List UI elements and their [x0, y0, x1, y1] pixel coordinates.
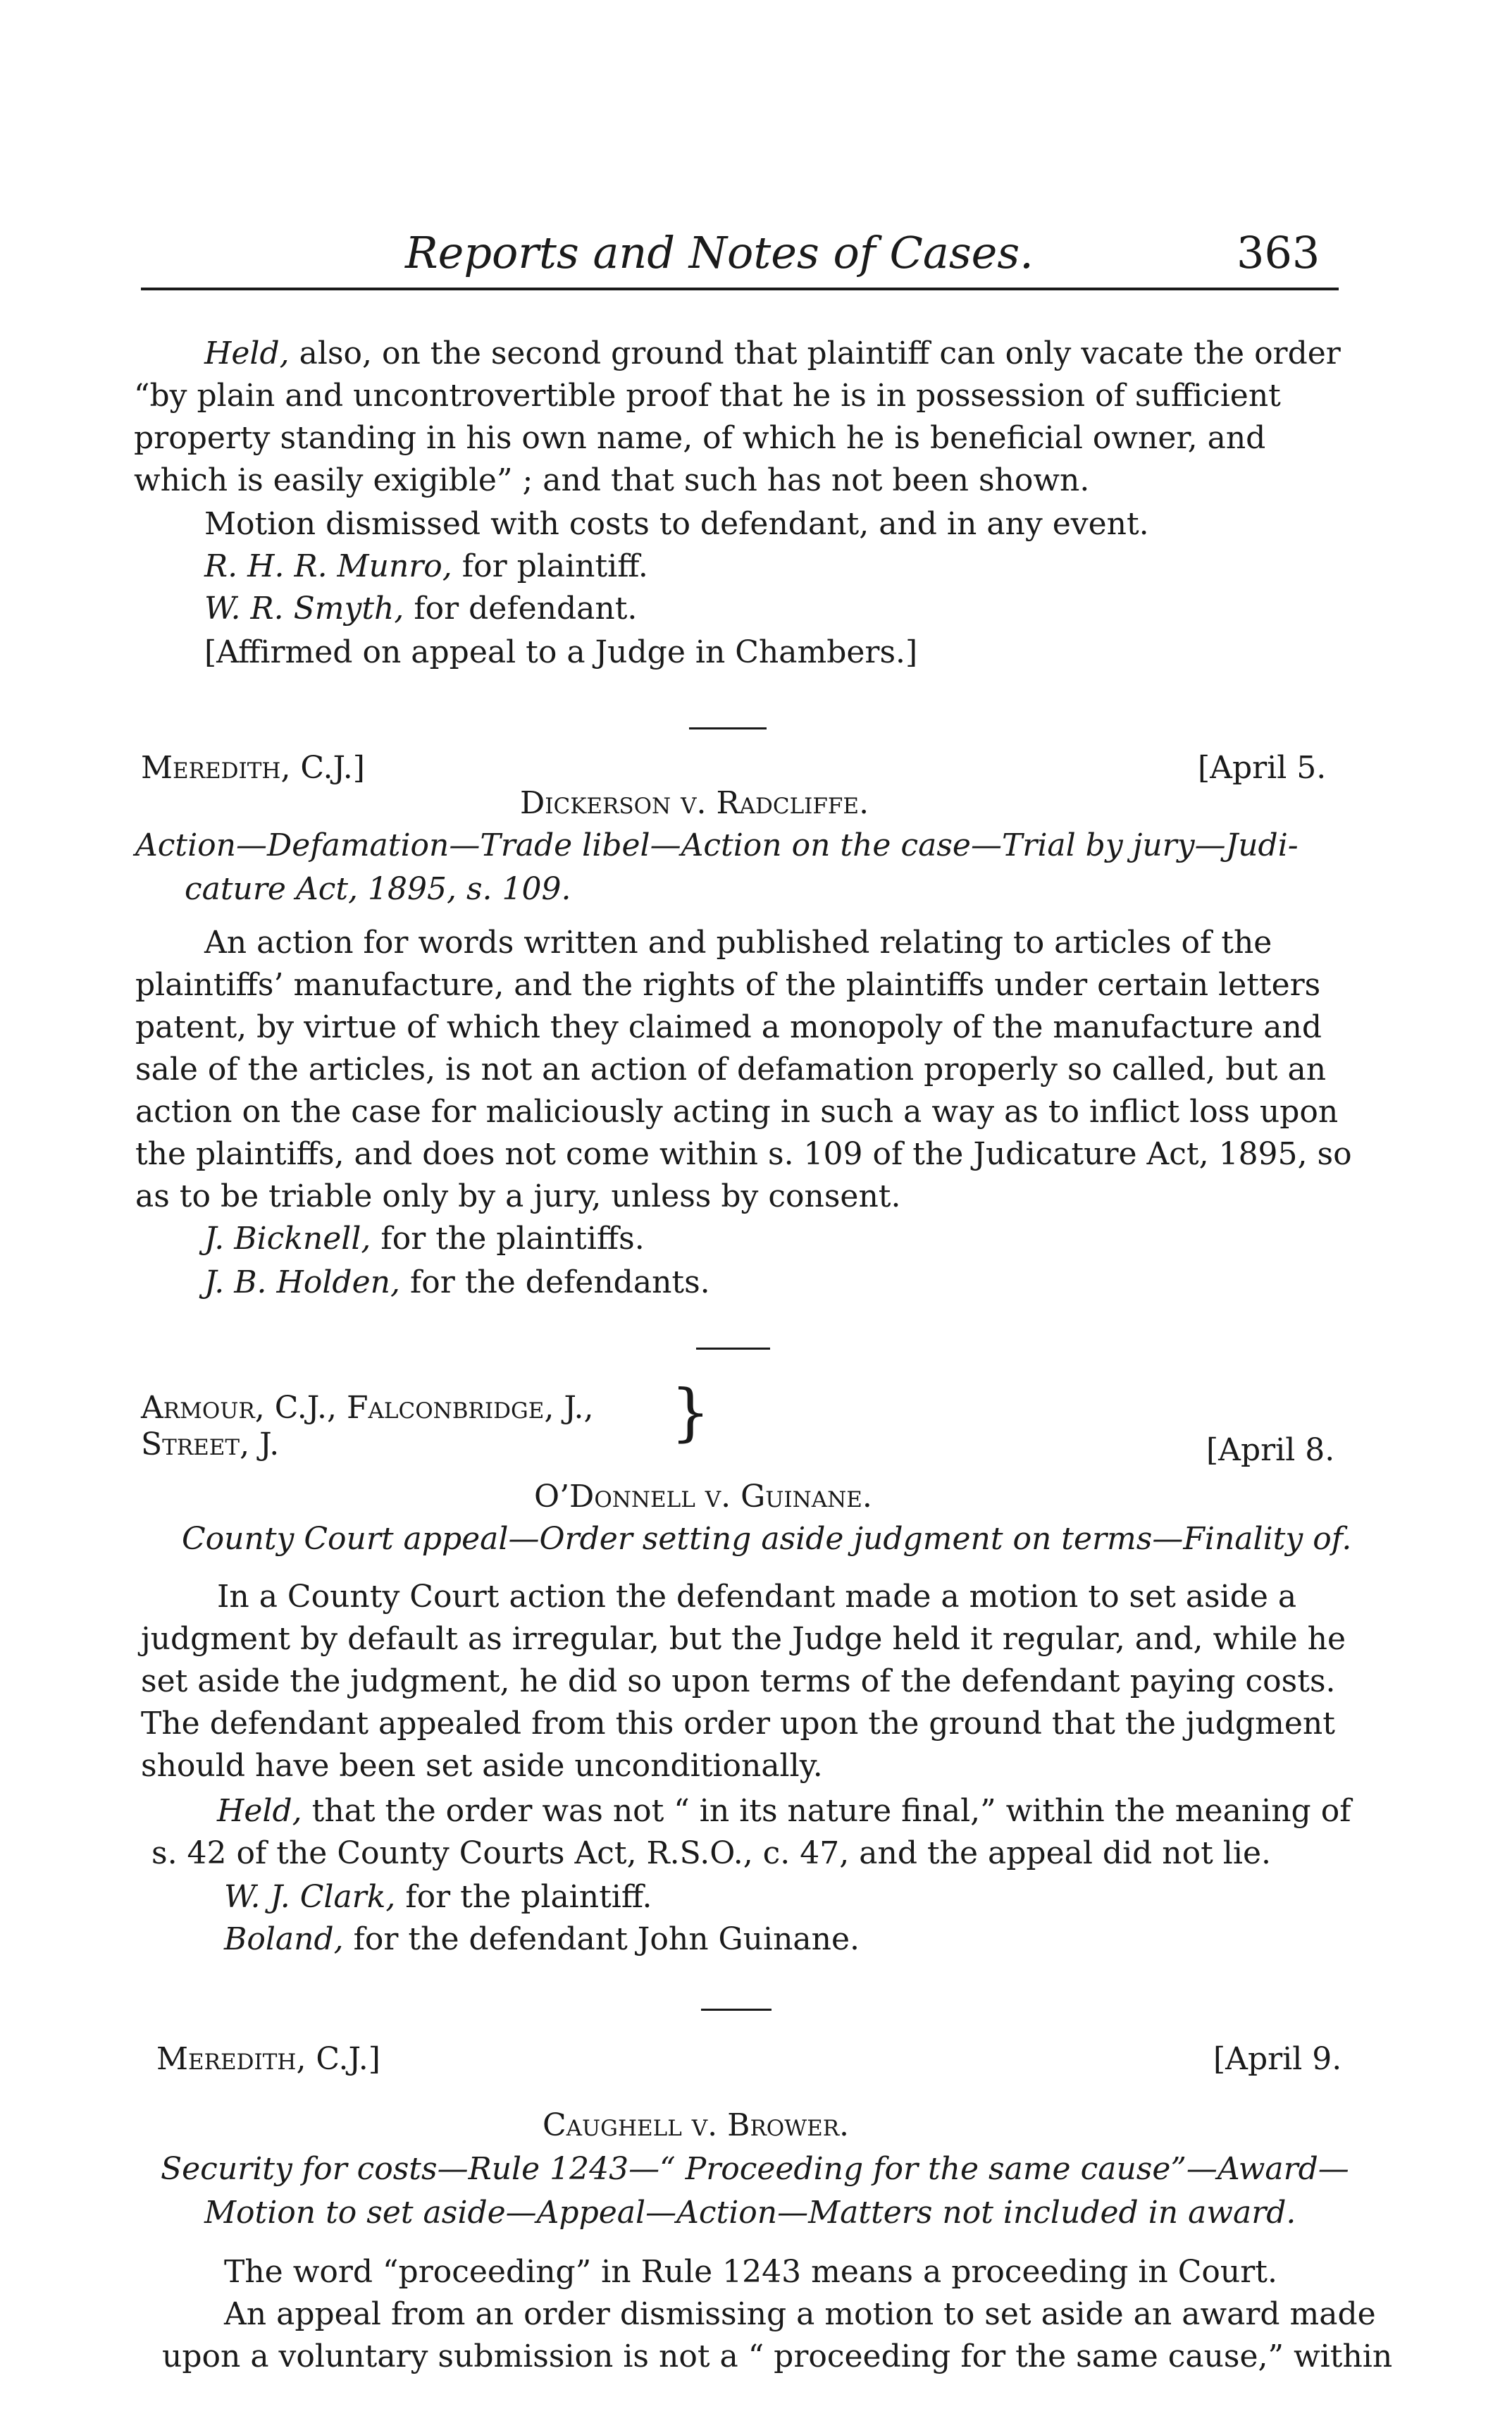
body-line: judgment by default as irregular, but the Judge held it regular, and, while he	[141, 1621, 1346, 1657]
counsel-role: for the defendant John Guinane.	[353, 1921, 860, 1957]
case-date: [April 8.	[1206, 1432, 1335, 1468]
held-label: Held,	[217, 1793, 302, 1829]
counsel-line	[204, 588, 637, 630]
running-header-title: Reports and Notes of Cases.	[405, 227, 1034, 278]
body-line: upon a voluntary submission is not a “ proceeding for the same cause,” within	[162, 2338, 1393, 2374]
body-line: An action for words written and published relating to articles of the	[204, 925, 1272, 961]
held-paragraph-line-3: property standing in his own name, of which he is beneficial owner, and	[134, 420, 1266, 456]
body-line: set aside the judgment, he did so upon terms of the defendant paying costs.	[141, 1663, 1336, 1699]
held-line-2: s. 42 of the County Courts Act, R.S.O., c. 47, and the appeal did not lie.	[151, 1835, 1271, 1871]
body-line: action on the case for maliciously acting in such a way as to inflict loss upon	[135, 1094, 1339, 1130]
held-paragraph-line-2: “by plain and uncontrovertible proof that he is in possession of sufficient	[134, 378, 1281, 414]
headnote-line-1: Action—Defamation—Trade libel—Action on the case—Trial by jury—Judi-	[135, 827, 1299, 863]
body-line: patent, by virtue of which they claimed a monopoly of the manufacture and	[135, 1009, 1322, 1045]
held-label: Held,	[204, 335, 290, 371]
held-paragraph-line-1	[204, 333, 1341, 375]
held-text: that the order was not “ in its nature final,” within the meaning of	[311, 1793, 1351, 1829]
held-text: also, on the second ground that plaintiff can only vacate the order	[299, 335, 1341, 371]
counsel-line	[204, 1218, 645, 1260]
case-date: [April 5.	[1198, 750, 1327, 786]
case-date: [April 9.	[1213, 2041, 1342, 2077]
body-line: the plaintiffs, and does not come within s. 109 of the Judicature Act, 1895, so	[135, 1136, 1352, 1172]
body-line: The defendant appealed from this order upon the ground that the judgment	[141, 1706, 1335, 1742]
case-title: Caughell v. Brower.	[543, 2107, 850, 2143]
judge-line: Meredith, C.J.]	[141, 750, 365, 786]
counsel-line	[204, 546, 648, 588]
case-title: Dickerson v. Radcliffe.	[520, 785, 869, 821]
motion-disposition: Motion dismissed with costs to defendant, and in any event.	[204, 506, 1149, 542]
counsel-name: Boland,	[224, 1921, 344, 1957]
brace: }	[671, 1376, 710, 1448]
counsel-role: for defendant.	[414, 591, 638, 627]
counsel-role: for the defendants.	[409, 1264, 710, 1300]
counsel-name: J. Bicknell,	[204, 1221, 371, 1257]
counsel-role: for the plaintiff.	[405, 1879, 652, 1915]
section-rule	[701, 2009, 772, 2011]
headnote-line-1: Security for costs—Rule 1243—“ Proceeding for the same cause”—Award—	[161, 2151, 1349, 2187]
counsel-name: R. H. R. Munro,	[204, 548, 452, 584]
body-line: should have been set aside unconditionally.	[141, 1748, 823, 1784]
page-number: 363	[1237, 227, 1320, 278]
judges-line-1: Armour, C.J., Falconbridge, J.,	[141, 1390, 594, 1426]
counsel-line	[224, 1918, 860, 1961]
headnote: County Court appeal—Order setting aside judgment on terms—Finality of.	[182, 1521, 1352, 1557]
section-rule	[696, 1348, 770, 1350]
counsel-name: W. J. Clark,	[224, 1879, 396, 1915]
case-title: O’Donnell v. Guinane.	[534, 1479, 872, 1515]
body-line: plaintiffs’ manufacture, and the rights of the plaintiffs under certain letters	[135, 967, 1321, 1003]
judges-line-2: Street, J.	[141, 1426, 280, 1462]
counsel-role: for plaintiff.	[461, 548, 648, 584]
held-line-1	[217, 1790, 1351, 1832]
section-rule	[689, 727, 767, 729]
appeal-note: [Affirmed on appeal to a Judge in Chambers.]	[204, 634, 918, 670]
headnote-line-2: cature Act, 1895, s. 109.	[185, 871, 571, 907]
header-rule	[141, 288, 1339, 290]
counsel-line	[204, 1262, 710, 1304]
judge-line: Meredith, C.J.]	[156, 2041, 380, 2077]
body-line: An appeal from an order dismissing a motion to set aside an award made	[224, 2296, 1376, 2332]
counsel-role: for the plaintiffs.	[380, 1221, 645, 1257]
body-line: sale of the articles, is not an action of defamation properly so called, but an	[135, 1052, 1327, 1087]
counsel-line	[224, 1876, 652, 1918]
body-line: In a County Court action the defendant made a motion to set aside a	[217, 1579, 1297, 1615]
held-paragraph-line-4: which is easily exigible” ; and that such has not been shown.	[134, 462, 1090, 498]
body-line: as to be triable only by a jury, unless by consent.	[135, 1178, 901, 1214]
headnote-line-2: Motion to set aside—Appeal—Action—Matters not included in award.	[204, 2195, 1296, 2231]
counsel-name: J. B. Holden,	[204, 1264, 400, 1300]
body-line: The word “proceeding” in Rule 1243 means a proceeding in Court.	[224, 2254, 1277, 2290]
counsel-name: W. R. Smyth,	[204, 591, 404, 627]
